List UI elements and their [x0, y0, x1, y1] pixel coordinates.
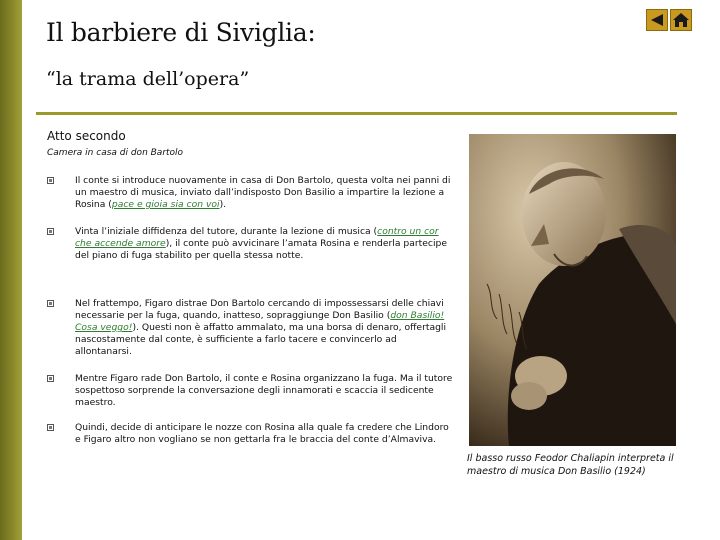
slide-navigation — [646, 9, 692, 31]
bullet-text: Mentre Figaro rade Don Bartolo, il conte e Rosina organizzano la fuga. Ma il tutore sospettoso sorprende la conversazione degli innamorati e scaccia il sedicente maestro. — [75, 373, 453, 408]
back-button[interactable] — [646, 9, 668, 31]
act-heading: Atto secondo — [47, 129, 126, 143]
slide-title: Il barbiere di Siviglia: — [46, 18, 316, 47]
home-icon — [672, 12, 690, 28]
list-item — [47, 226, 455, 262]
bullet-text: Quindi, decide di anticipare le nozze con Rosina alla quale fa credere che Lindoro e Figaro altro non vogliano se non gettarla fra le braccia del conte d’Almaviva. — [75, 422, 449, 445]
aria-link[interactable]: pace e gioia sia con voi — [111, 199, 220, 210]
title-divider — [36, 112, 677, 115]
list-item — [47, 175, 455, 211]
left-accent-bar — [0, 0, 22, 540]
home-button[interactable] — [670, 9, 692, 31]
list-item — [47, 298, 455, 358]
photo-caption: Il basso russo Feodor Chaliapin interpreta il maestro di musica Don Basilio (1924) — [467, 453, 674, 477]
scene-heading: Camera in casa di don Bartolo — [47, 148, 184, 158]
portrait-illustration — [469, 134, 676, 446]
bullet-square-icon — [47, 300, 54, 307]
bullet-square-icon — [47, 177, 54, 184]
portrait-photo — [469, 134, 676, 446]
bullet-square-icon — [47, 424, 54, 431]
bullet-square-icon — [47, 375, 54, 382]
bullet-text: Il conte si introduce nuovamente in casa di Don Bartolo, questa volta nei panni di un maestro di musica, inviato dall’indisposto Don Basilio a impartire la lezione a Rosina (pace e gioia sia con voi). — [75, 175, 451, 210]
list-item — [47, 373, 455, 409]
bullet-square-icon — [47, 228, 54, 235]
aria-link[interactable]: contro un cor che accende amore — [75, 226, 439, 249]
aria-link[interactable]: don Basilio! Cosa veggo! — [75, 310, 445, 333]
bullet-text: Vinta l’iniziale diffidenza del tutore, durante la lezione di musica (contro un cor che accende amore), il conte può avvicinare l’amata Rosina e renderla partecipe del piano di fuga stabilito per quella stessa notte. — [75, 226, 447, 261]
list-item — [47, 422, 455, 446]
triangle-left-icon — [649, 13, 665, 27]
bullet-text: Nel frattempo, Figaro distrae Don Bartolo cercando di impossessarsi delle chiavi necessarie per la fuga, quando, inatteso, sopraggiunge Don Basilio (don Basilio! Cosa veggo!). Questi non è affatto ammalato, ma una borsa di denaro, offertagli nascostamente dal conte, è sufficiente a farlo tacere e convincerlo ad allontanarsi. — [75, 298, 447, 357]
slide-subtitle: “la trama dell’opera” — [46, 68, 250, 90]
